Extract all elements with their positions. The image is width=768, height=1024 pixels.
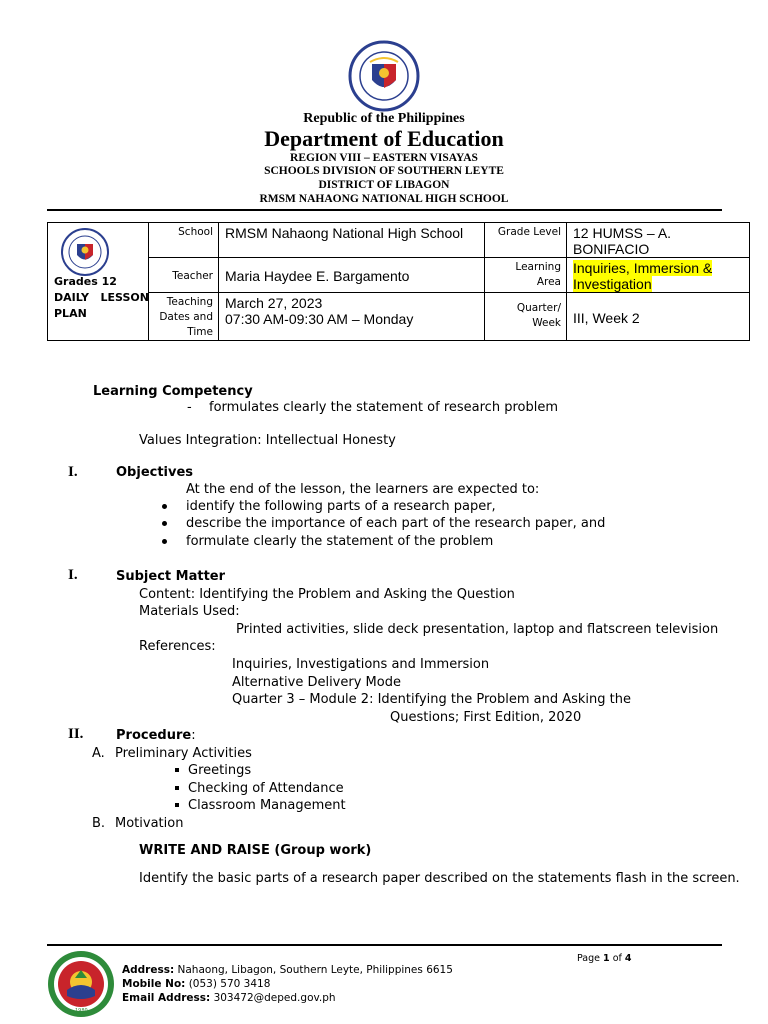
area-label: Learning Area (485, 258, 567, 293)
footer-contact (122, 963, 453, 1005)
division-line: SCHOOLS DIVISION OF SOUTHERN LEYTE (264, 165, 504, 177)
footer-rule (47, 944, 722, 946)
prelim-item-2: Checking of Attendance (188, 781, 344, 796)
grade-label: Grade Level (485, 223, 567, 258)
values-integration: Values Integration: Intellectual Honesty (139, 433, 396, 448)
objectives-numeral: I. (68, 464, 78, 480)
reference-1: Inquiries, Investigations and Immersion (232, 657, 490, 672)
school-line: RMSM NAHAONG NATIONAL HIGH SCHOOL (259, 193, 509, 205)
competency-dash: - (187, 400, 192, 415)
activity-text: Identify the basic parts of a research paper described on the statements flash in the screen. (139, 871, 740, 886)
materials-list: Printed activities, slide deck presentation, laptop and flatscreen television (236, 622, 719, 637)
references-label: References: (139, 639, 216, 654)
reference-3: Quarter 3 – Module 2: Identifying the Problem and Asking the (232, 692, 631, 707)
footer-email: Email Address: 303472@deped.gov.ph (122, 992, 336, 1004)
grade-value: 12 HUMSS – A. BONIFACIO (567, 223, 750, 258)
republic-line: Republic of the Philippines (303, 111, 465, 126)
region-line: REGION VIII – EASTERN VISAYAS (290, 152, 478, 164)
procedure-colon: : (191, 728, 196, 743)
deped-small-seal-icon (60, 227, 110, 277)
objective-item-2: describe the importance of each part of the research paper, and (186, 516, 606, 531)
header-rule (47, 209, 722, 211)
objective-bullet-1 (162, 504, 167, 509)
objective-bullet-3 (162, 539, 167, 544)
area-value-line1: Inquiries, Immersion & (573, 260, 713, 276)
prelim-label: Preliminary Activities (115, 746, 252, 761)
dates-label: Teaching Dates and Time (149, 293, 219, 341)
footer-address: Address: Nahaong, Libagon, Southern Leyte, Philippines 6615 (122, 964, 453, 976)
objectives-heading: Objectives (116, 465, 194, 480)
procedure-heading-wrap (116, 727, 196, 744)
motivation-letter: B. (92, 816, 106, 831)
prelim-bullet-2 (175, 786, 179, 790)
competency-heading: Learning Competency (93, 384, 253, 399)
objective-item-3: formulate clearly the statement of the problem (186, 534, 494, 549)
prelim-item-3: Classroom Management (188, 798, 346, 813)
materials-label: Materials Used: (139, 604, 240, 619)
motivation-label: Motivation (115, 816, 184, 831)
seal-year: 1980 (75, 1008, 88, 1014)
activity-title: WRITE AND RAISE (Group work) (139, 843, 372, 858)
reference-2: Alternative Delivery Mode (232, 675, 401, 690)
page-indicator: Page 1 of 4 (577, 953, 632, 964)
subject-numeral: I. (68, 567, 78, 583)
teacher-value: Maria Haydee E. Bargamento (219, 258, 485, 293)
prelim-bullet-1 (175, 768, 179, 772)
plan-title-plan: PLAN (54, 307, 87, 320)
district-line: DISTRICT OF LIBAGON (318, 179, 450, 191)
school-value: RMSM Nahaong National High School (219, 223, 485, 258)
prelim-letter: A. (92, 746, 105, 761)
objective-bullet-2 (162, 521, 167, 526)
area-value-line2: Investigation (573, 276, 652, 292)
reference-4: Questions; First Edition, 2020 (390, 710, 582, 725)
subject-heading: Subject Matter (116, 569, 226, 584)
prelim-item-1: Greetings (188, 763, 252, 778)
quarter-label: Quarter/ Week (485, 293, 567, 341)
objectives-intro: At the end of the lesson, the learners are expected to: (186, 482, 540, 497)
lesson-info-table (47, 222, 750, 341)
school-label: School (149, 223, 219, 258)
plan-title-grades: Grades 12 (54, 275, 117, 288)
deped-seal-logo (348, 40, 420, 112)
competency-item: formulates clearly the statement of research problem (209, 400, 558, 415)
department-title: Department of Education (264, 126, 504, 151)
objective-item-1: identify the following parts of a research paper, (186, 499, 496, 514)
prelim-bullet-3 (175, 803, 179, 807)
teacher-label: Teacher (149, 258, 219, 293)
area-value (567, 258, 750, 293)
plan-title-daily: DAILY LESSON (54, 291, 149, 304)
dates-value: March 27, 2023 07:30 AM-09:30 AM – Monday (219, 293, 485, 341)
footer-mobile: Mobile No: (053) 570 3418 (122, 978, 271, 990)
subject-content: Content: Identifying the Problem and Asking the Question (139, 587, 515, 602)
procedure-heading: Procedure (116, 728, 192, 743)
quarter-value: III, Week 2 (567, 293, 750, 341)
plan-title-cell (48, 223, 149, 341)
procedure-numeral: II. (68, 726, 84, 742)
